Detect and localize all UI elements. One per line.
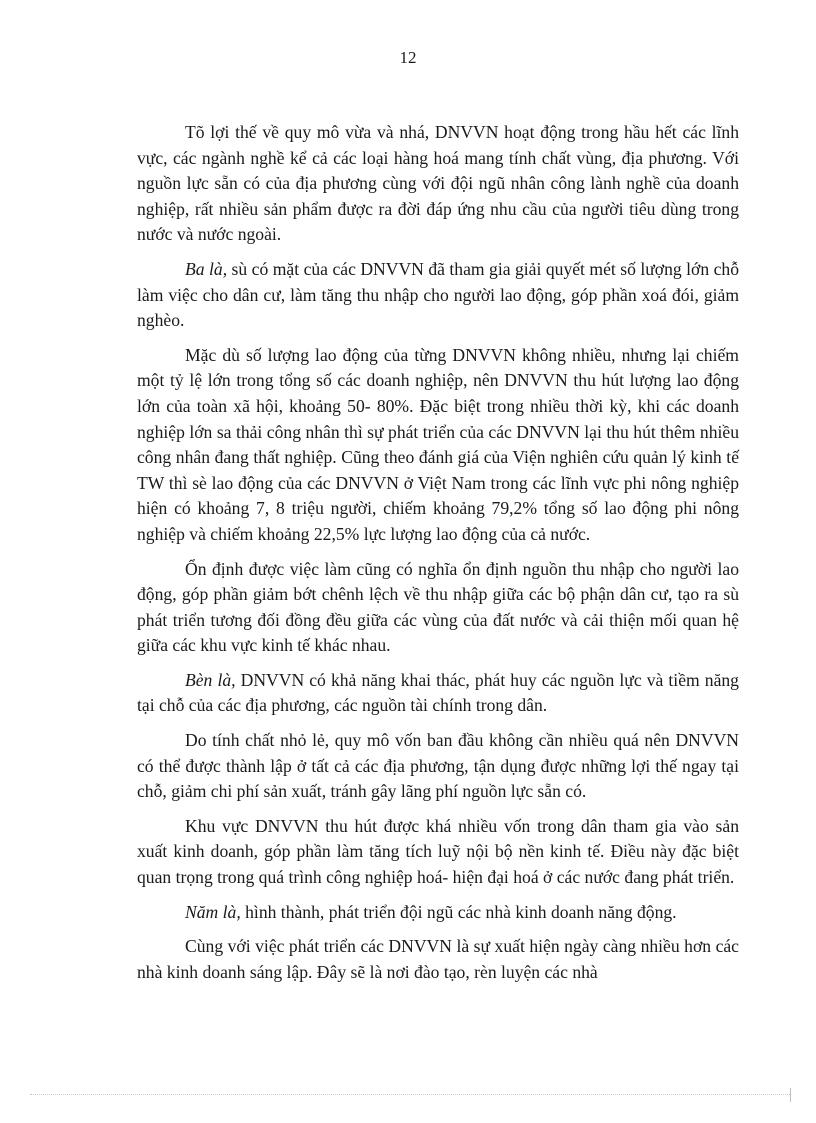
paragraph-5-lead: Bèn là, <box>185 669 236 690</box>
paragraph-2 <box>137 257 739 334</box>
body-text <box>137 120 739 994</box>
paragraph-4 <box>137 557 739 659</box>
paragraph-7-text: Khu vực DNVVN thu hút được khá nhiều vốn trong dân tham gia vào sản xuất kinh doanh, góp phần làm tăng tích luỹ nội bộ nền kinh tế. Điều này đặc biệt quan trọng trong quá trình công nghiệp hoá- hiện đại hoá ở các nước đang phát triển. <box>137 815 739 888</box>
paragraph-8-lead: Năm là, <box>185 901 241 922</box>
paragraph-5-text: DNVVN có khả năng khai thác, phát huy các nguồn lực và tiềm năng tại chỗ của các địa phương, các nguồn tài chính trong dân. <box>137 669 739 716</box>
paragraph-4-text: Ổn định được việc làm cũng có nghĩa ổn định nguồn thu nhập cho người lao động, góp phần giảm bớt chênh lệch về thu nhập giữa các bộ phận dân cư, tạo ra sù phát triển tương đối đồng đều giữa các vùng của đất nước và cải thiện mối quan hệ giữa các khu vực kinh tế khác nhau. <box>137 558 739 656</box>
paragraph-5 <box>137 668 739 719</box>
paragraph-1 <box>137 120 739 248</box>
paragraph-2-text: sù có mặt của các DNVVN đã tham gia giải quyết mét số lượng lớn chỗ làm việc cho dân cư, làm tăng thu nhập cho người lao động, góp phần xoá đói, giảm nghèo. <box>137 258 739 331</box>
paragraph-3 <box>137 343 739 548</box>
paragraph-3-text: Mặc dù số lượng lao động của từng DNVVN không nhiều, nhưng lại chiếm một tỷ lệ lớn trong tổng số các doanh nghiệp, nên DNVVN thu hút lượng lao động lớn của toàn xã hội, khoảng 50- 80%. Đặc biệt trong nhiều thời kỳ, khi các doanh nghiệp lớn sa thải công nhân thì sự phát triển của các DNVVN lại thu hút thêm nhiều công nhân đang thất nghiệp. Cũng theo đánh giá của Viện nghiên cứu quản lý kinh tế TW thì sè lao động của các DNVVN ở Việt Nam trong các lĩnh vực phi nông nghiệp hiện có khoảng 7, 8 triệu người, chiếm khoảng 79,2% tổng số lao động phi nông nghiệp và chiếm khoảng 22,5% lực lượng lao động của cả nước. <box>137 344 739 544</box>
paragraph-8 <box>137 900 739 926</box>
paragraph-6-text: Do tính chất nhỏ lẻ, quy mô vốn ban đầu không cần nhiều quá nên DNVVN có thể được thành lập ở tất cả các địa phương, tận dụng được những lợi thế ngay tại chỗ, giảm chi phí sản xuất, tránh gây lãng phí nguồn lực sẵn có. <box>137 730 739 802</box>
paragraph-6 <box>137 728 739 805</box>
paragraph-9 <box>137 934 739 985</box>
paragraph-7 <box>137 814 739 891</box>
page-bottom-divider <box>30 1094 790 1095</box>
page-corner-mark <box>790 1088 791 1102</box>
paragraph-8-text: hình thành, phát triển đội ngũ các nhà kinh doanh năng động. <box>240 901 677 922</box>
paragraph-2-lead: Ba là, <box>185 258 228 279</box>
paragraph-9-text: Cùng với việc phát triển các DNVVN là sự xuất hiện ngày càng nhiều hơn các nhà kinh doanh sáng lập. Đây sẽ là nơi đào tạo, rèn luyện các nhà <box>137 936 739 982</box>
page-number: 12 <box>399 48 417 67</box>
paragraph-1-text: Tõ lợi thế về quy mô vừa và nhá, DNVVN hoạt động trong hầu hết các lĩnh vực, các ngành nghề kể cả các loại hàng hoá mang tính chất vùng, địa phương. Với nguồn lực sẵn có của địa phương cùng với đội ngũ nhân công lành nghề của doanh nghiệp, rất nhiều sản phẩm được ra đời đáp ứng nhu cầu của người tiêu dùng trong nước và nước ngoài. <box>137 122 739 245</box>
